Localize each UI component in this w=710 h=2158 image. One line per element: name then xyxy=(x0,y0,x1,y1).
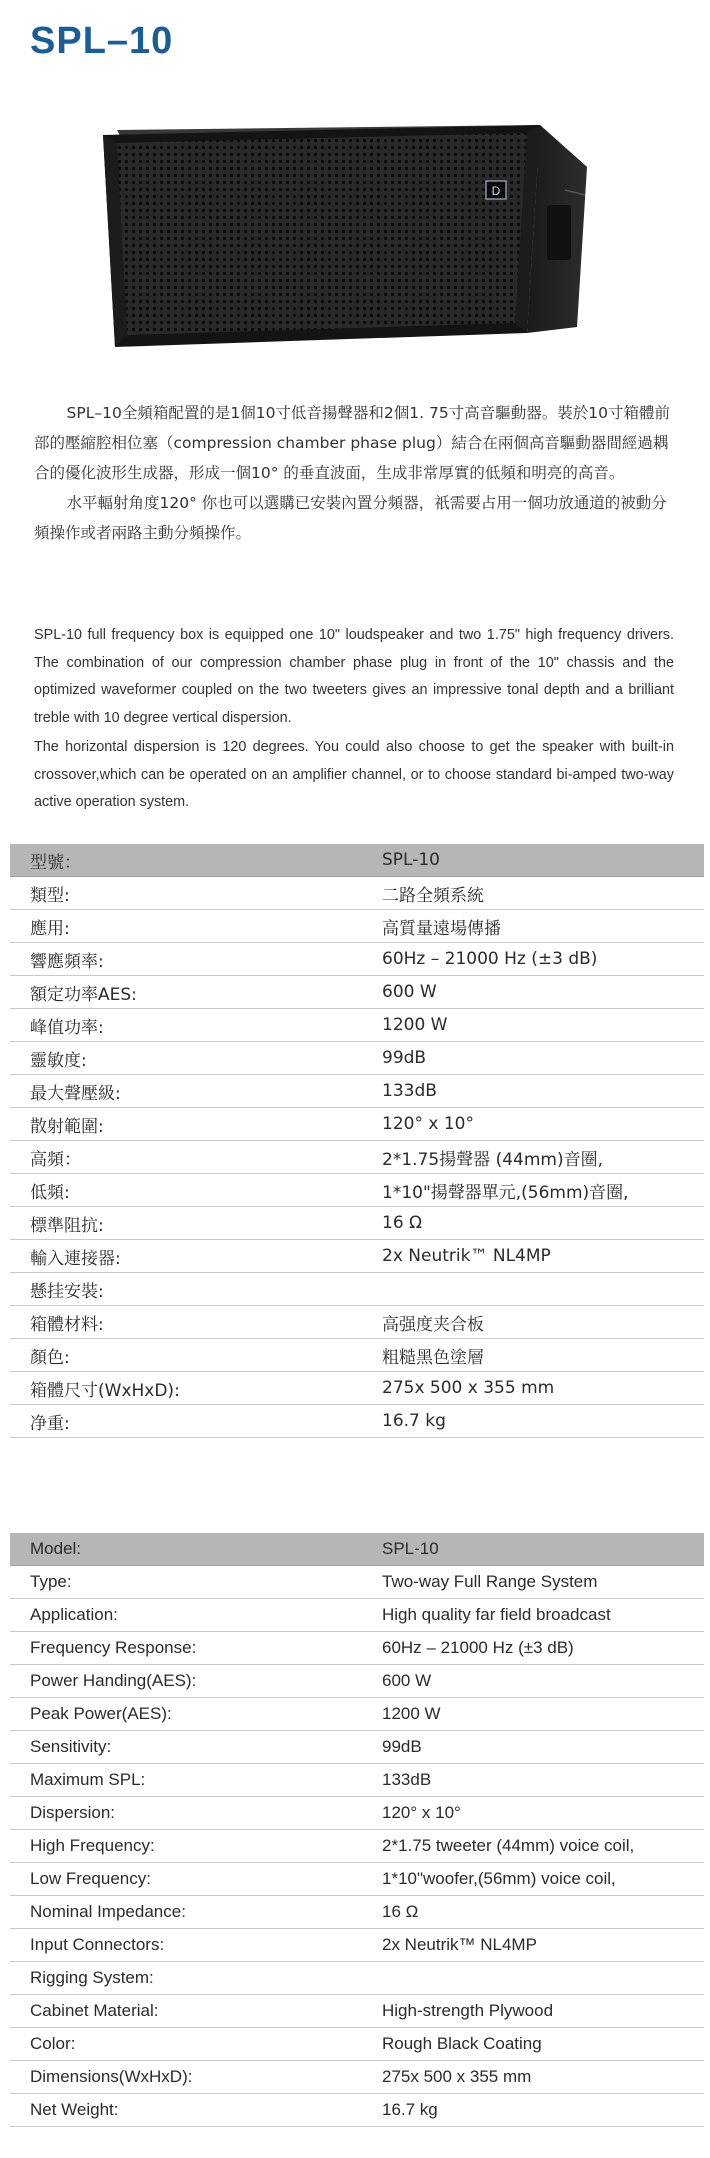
spec-label: 型號： xyxy=(10,844,368,877)
spec-value: High quality far field broadcast xyxy=(368,1599,704,1632)
spec-label: Low Frequency: xyxy=(10,1863,368,1896)
spec-value: SPL-10 xyxy=(368,1533,704,1566)
chinese-spec-table xyxy=(10,844,704,1438)
speaker-product-image xyxy=(95,95,615,370)
spec-label: 響應頻率: xyxy=(10,943,368,976)
spec-value: 120° x 10° xyxy=(368,1108,704,1141)
spec-value: 16 Ω xyxy=(368,1207,704,1240)
spec-row xyxy=(10,1339,704,1372)
spec-row xyxy=(10,1896,704,1929)
spec-value: 99dB xyxy=(368,1042,704,1075)
spec-row xyxy=(10,943,704,976)
spec-row xyxy=(10,1372,704,1405)
spec-label: Power Handing(AES): xyxy=(10,1665,368,1698)
spec-row xyxy=(10,1698,704,1731)
spec-row xyxy=(10,1830,704,1863)
page-title: SPL–10 xyxy=(30,20,174,62)
spec-row xyxy=(10,1009,704,1042)
spec-value: 1200 W xyxy=(368,1009,704,1042)
chinese-paragraph: 水平輻射角度120° 你也可以選購已安裝內置分頻器，祇需要占用一個功放通道的被動分頻操作或者兩路主動分頻操作。 xyxy=(34,494,667,542)
spec-value: Rough Black Coating xyxy=(368,2028,704,2061)
spec-label: 應用: xyxy=(10,910,368,943)
spec-row xyxy=(10,1995,704,2028)
brand-logo: D xyxy=(491,184,501,198)
spec-row xyxy=(10,1764,704,1797)
spec-row xyxy=(10,1273,704,1306)
spec-row xyxy=(10,910,704,943)
spec-value: 高强度夹合板 xyxy=(368,1306,704,1339)
spec-value: 275x 500 x 355 mm xyxy=(368,1372,704,1405)
spec-label: Color: xyxy=(10,2028,368,2061)
spec-header-row xyxy=(10,844,704,877)
spec-value xyxy=(368,1962,704,1995)
spec-value: 2*1.75 tweeter (44mm) voice coil, xyxy=(368,1830,704,1863)
spec-value: 16.7 kg xyxy=(368,1405,704,1438)
spec-header-row xyxy=(10,1533,704,1566)
chinese-description xyxy=(34,398,674,548)
spec-row xyxy=(10,1863,704,1896)
spec-label: Rigging System: xyxy=(10,1962,368,1995)
spec-label: Maximum SPL: xyxy=(10,1764,368,1797)
spec-label: Application: xyxy=(10,1599,368,1632)
spec-label: 箱體材料: xyxy=(10,1306,368,1339)
english-description xyxy=(34,622,674,819)
spec-row xyxy=(10,1075,704,1108)
spec-row xyxy=(10,1566,704,1599)
spec-row xyxy=(10,1240,704,1273)
spec-row xyxy=(10,1962,704,1995)
spec-value: 16.7 kg xyxy=(368,2094,704,2127)
spec-label: Cabinet Material: xyxy=(10,1995,368,2028)
spec-label: Dimensions(WxHxD): xyxy=(10,2061,368,2094)
spec-label: 净重: xyxy=(10,1405,368,1438)
spec-value: 600 W xyxy=(368,976,704,1009)
spec-value: 120° x 10° xyxy=(368,1797,704,1830)
spec-value: 60Hz – 21000 Hz (±3 dB) xyxy=(368,1632,704,1665)
spec-value: 99dB xyxy=(368,1731,704,1764)
spec-label: 額定功率AES: xyxy=(10,976,368,1009)
spec-value: High-strength Plywood xyxy=(368,1995,704,2028)
spec-row xyxy=(10,2061,704,2094)
spec-label: 箱體尺寸(WxHxD): xyxy=(10,1372,368,1405)
spec-row xyxy=(10,2028,704,2061)
spec-value: 1*10"揚聲器單元,(56mm)音圈, xyxy=(368,1174,704,1207)
spec-label: Sensitivity: xyxy=(10,1731,368,1764)
spec-value: 1200 W xyxy=(368,1698,704,1731)
spec-label: Nominal Impedance: xyxy=(10,1896,368,1929)
spec-label: Net Weight: xyxy=(10,2094,368,2127)
spec-row xyxy=(10,1632,704,1665)
english-paragraph: The horizontal dispersion is 120 degrees. You could also choose to get the speaker with built-in crossover,which can be operated on an amplifier channel, or to choose standard bi-amped two-way active operation system. xyxy=(34,739,674,810)
spec-value xyxy=(368,1273,704,1306)
spec-label: 低頻: xyxy=(10,1174,368,1207)
spec-label: Frequency Response: xyxy=(10,1632,368,1665)
spec-row xyxy=(10,1929,704,1962)
spec-value: 600 W xyxy=(368,1665,704,1698)
spec-label: 標準阻抗: xyxy=(10,1207,368,1240)
spec-value: 16 Ω xyxy=(368,1896,704,1929)
chinese-paragraph: SPL–10全頻箱配置的是1個10寸低音揚聲器和2個1. 75寸高音驅動器。裝於10寸箱體前部的壓縮腔相位塞（compression chamber phase plug）結合在兩個高音驅動器間經過耦合的優化波形生成器，形成一個10° 的垂直波面，生成非常厚實的低頻和明亮的高音。 xyxy=(34,404,670,482)
spec-row xyxy=(10,1207,704,1240)
spec-row xyxy=(10,1797,704,1830)
english-paragraph: SPL-10 full frequency box is equipped one 10" loudspeaker and two 1.75" high frequency drivers. The combination of our compression chamber phase plug in front of the 10" chassis and the optimized waveformer coupled on the two tweeters gives an impressive tonal depth and a brilliant treble with 10 degree vertical dispersion. xyxy=(34,627,674,726)
spec-label: 散射範圍: xyxy=(10,1108,368,1141)
spec-row xyxy=(10,877,704,910)
spec-row xyxy=(10,976,704,1009)
spec-value: Two-way Full Range System xyxy=(368,1566,704,1599)
spec-label: 輸入連接器: xyxy=(10,1240,368,1273)
spec-label: 高頻： xyxy=(10,1141,368,1174)
spec-label: 峰值功率: xyxy=(10,1009,368,1042)
spec-label: 最大聲壓級: xyxy=(10,1075,368,1108)
spec-row xyxy=(10,1405,704,1438)
spec-label: Type: xyxy=(10,1566,368,1599)
spec-label: 類型: xyxy=(10,877,368,910)
spec-value: 2x Neutrik™ NL4MP xyxy=(368,1929,704,1962)
spec-label: 懸挂安裝: xyxy=(10,1273,368,1306)
spec-value: 275x 500 x 355 mm xyxy=(368,2061,704,2094)
spec-row xyxy=(10,1108,704,1141)
spec-row xyxy=(10,1042,704,1075)
spec-value: 粗糙黑色塗層 xyxy=(368,1339,704,1372)
spec-value: 高質量遠場傳播 xyxy=(368,910,704,943)
spec-row xyxy=(10,1306,704,1339)
spec-label: 靈敏度: xyxy=(10,1042,368,1075)
spec-row xyxy=(10,1731,704,1764)
spec-label: High Frequency: xyxy=(10,1830,368,1863)
spec-label: 顏色: xyxy=(10,1339,368,1372)
spec-label: Input Connectors: xyxy=(10,1929,368,1962)
english-spec-table xyxy=(10,1533,704,2127)
spec-value: SPL-10 xyxy=(368,844,704,877)
spec-value: 60Hz – 21000 Hz (±3 dB) xyxy=(368,943,704,976)
spec-value: 133dB xyxy=(368,1075,704,1108)
spec-label: Model: xyxy=(10,1533,368,1566)
spec-row xyxy=(10,1665,704,1698)
spec-value: 二路全頻系統 xyxy=(368,877,704,910)
spec-row xyxy=(10,1174,704,1207)
spec-value: 1*10"woofer,(56mm) voice coil, xyxy=(368,1863,704,1896)
spec-row xyxy=(10,1599,704,1632)
spec-row xyxy=(10,1141,704,1174)
spec-value: 133dB xyxy=(368,1764,704,1797)
spec-row xyxy=(10,2094,704,2127)
spec-label: Dispersion: xyxy=(10,1797,368,1830)
spec-value: 2x Neutrik™ NL4MP xyxy=(368,1240,704,1273)
spec-value: 2*1.75揚聲器 (44mm)音圈, xyxy=(368,1141,704,1174)
spec-label: Peak Power(AES): xyxy=(10,1698,368,1731)
